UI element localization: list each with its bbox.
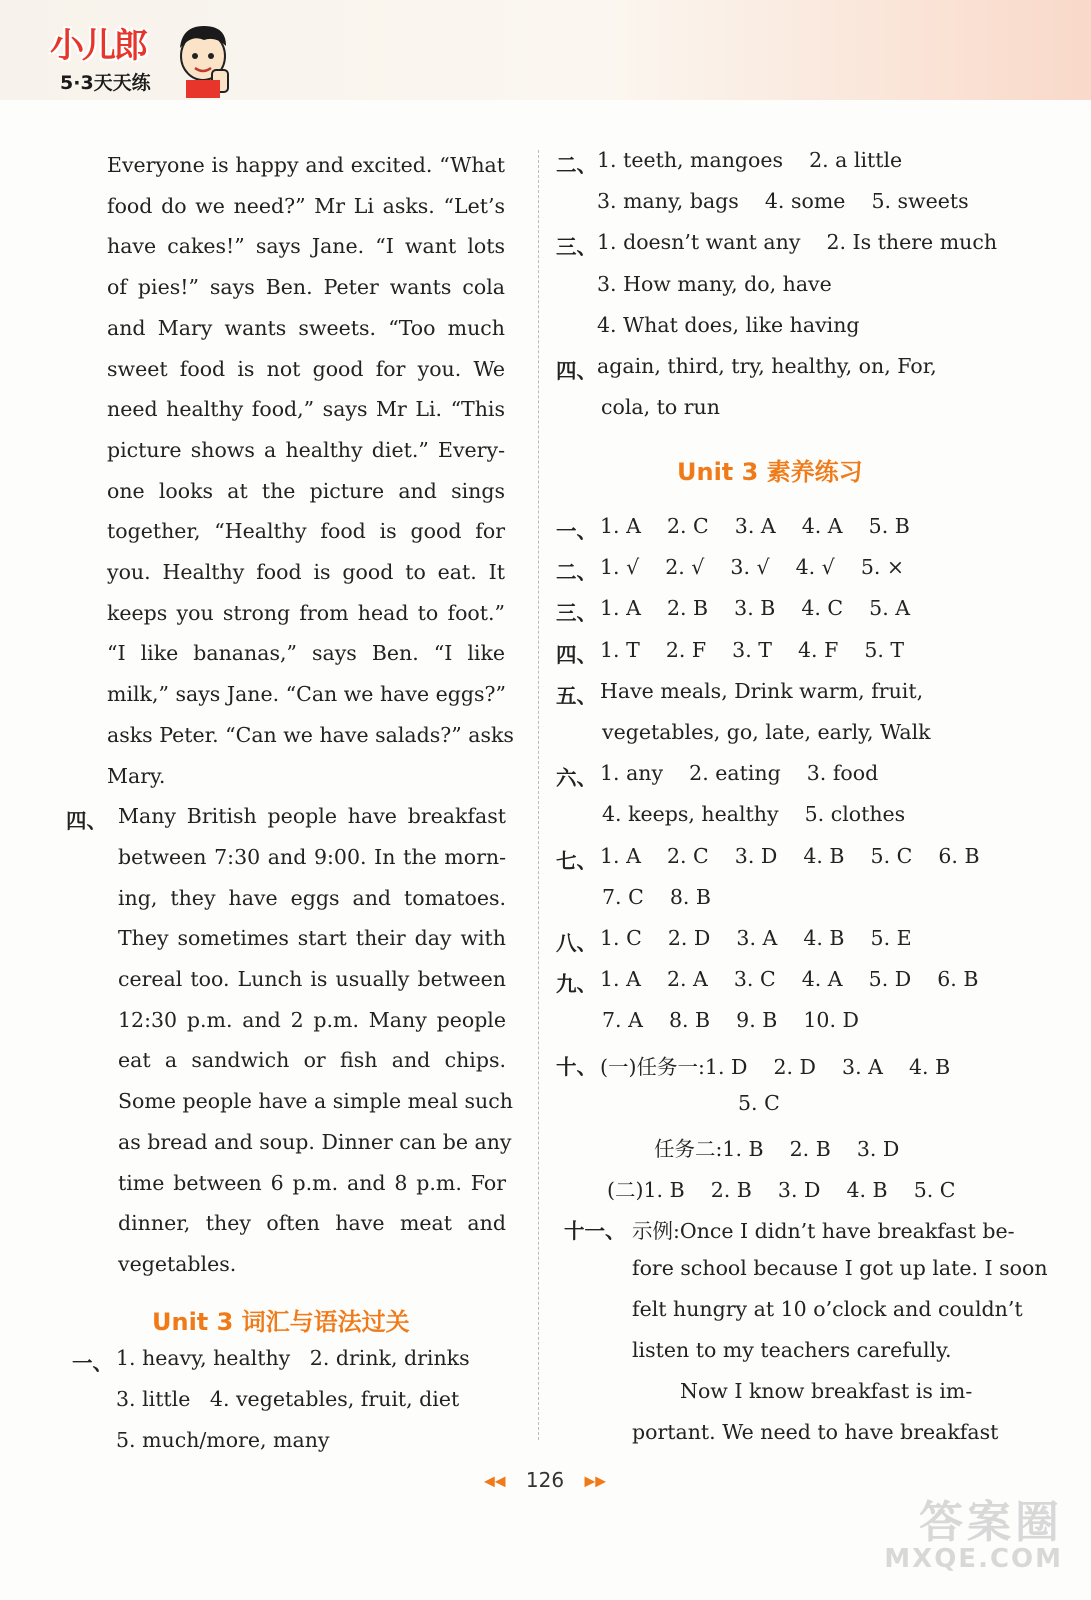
answer-text: 1. √ 2. √ 3. √ 4. √ 5. × [600, 555, 905, 580]
answer-text: 1. A 2. C 3. A 4. A 5. B [600, 514, 910, 538]
passage-line: have cakes!” says Jane. “I want lots [107, 234, 505, 259]
section4-line: Some people have a simple meal such [118, 1089, 513, 1114]
watermark [884, 1486, 1063, 1574]
answer-label: 四、 [556, 642, 597, 667]
answer-text: cola, to run [601, 395, 720, 420]
page-number: 126 [525, 1468, 565, 1492]
answer-text: 1. A 2. B 3. B 4. C 5. A [600, 596, 911, 621]
answer-text: portant. We need to have breakfast [632, 1420, 999, 1445]
answer-text: 示例:Once I didn’t have breakfast be- [632, 1219, 1015, 1244]
brand-logo [50, 18, 240, 103]
passage-line: keeps you strong from head to foot.” [107, 600, 505, 625]
answer-text: again, third, try, healthy, on, For, [597, 354, 937, 378]
answer-text: listen to my teachers carefully. [632, 1338, 952, 1362]
answer-label: 七、 [556, 848, 597, 873]
answer-text: 1. any 2. eating 3. food [600, 761, 879, 786]
answer-text: 1. T 2. F 3. T 4. F 5. T [600, 637, 905, 662]
watermark-url: MXQE.COM [884, 1544, 1063, 1574]
unit-title-practice: Unit 3 素养练习 [677, 458, 863, 486]
answer-text: 7. C 8. B [602, 884, 711, 909]
answer-text: vegetables, go, late, early, Walk [602, 720, 931, 744]
passage-line: Mary. [107, 763, 166, 788]
answer-text: fore school because I got up late. I soon [632, 1255, 1048, 1280]
passage-line: Everyone is happy and excited. “What [107, 153, 505, 177]
passage-line: of pies!” says Ben. Peter wants cola [107, 275, 505, 300]
vocab-line: 3. little 4. vegetables, fruit, diet [116, 1387, 460, 1411]
section4-line: cereal too. Lunch is usually between [118, 967, 506, 991]
page-footer [470, 1468, 620, 1492]
answer-label: 五、 [556, 683, 597, 708]
section4-line: as bread and soup. Dinner can be any [118, 1129, 512, 1154]
section4-line: They sometimes start their day with [118, 926, 506, 951]
answer-text: 4. What does, like having [597, 312, 860, 337]
answer-label: 二、 [556, 153, 597, 177]
answer-text: felt hungry at 10 o’clock and couldn’t [632, 1296, 1023, 1321]
section4-line: Many British people have breakfast [118, 804, 506, 829]
passage-line: sweet food is not good for you. We [107, 356, 505, 381]
answer-label: 一、 [556, 519, 597, 543]
section4-line: ing, they have eggs and tomatoes. [118, 885, 506, 910]
answer-label: 八、 [556, 931, 597, 955]
answer-text: 4. keeps, healthy 5. clothes [602, 802, 906, 827]
section4-line: eat a sandwich or fish and chips. [118, 1048, 506, 1073]
answer-label: 十一、 [564, 1219, 626, 1244]
column-divider [538, 150, 539, 1440]
answer-label: 六、 [556, 766, 597, 791]
answer-text: Have meals, Drink warm, fruit, [600, 678, 924, 703]
next-arrows-icon: ▶▶ [584, 1473, 606, 1490]
passage-line: need healthy food,” says Mr Li. “This [107, 397, 505, 422]
section-label: 四、 [66, 809, 107, 834]
section4-line: dinner, they often have meat and [118, 1211, 506, 1236]
answer-label: 二、 [556, 560, 597, 585]
passage-line: asks Peter. “Can we have salads?” asks [107, 722, 514, 747]
answer-text: (二)1. B 2. B 3. D 4. B 5. C [607, 1178, 956, 1203]
answer-text: Now I know breakfast is im- [680, 1379, 973, 1404]
answer-text: 任务二:1. B 2. B 3. D [654, 1137, 900, 1161]
answer-text: 1. doesn’t want any 2. Is there much [597, 230, 998, 255]
answer-label: 十、 [556, 1054, 597, 1079]
answer-text: (一)任务一:1. D 2. D 3. A 4. B [600, 1054, 951, 1079]
answer-text: 1. teeth, mangoes 2. a little [597, 148, 903, 172]
passage-line: milk,” says Jane. “Can we have eggs?” [107, 682, 506, 707]
answer-text: 5. C [738, 1090, 780, 1115]
answer-text: 1. A 2. C 3. D 4. B 5. C 6. B [600, 843, 980, 868]
section4-line: between 7:30 and 9:00. In the morn- [118, 844, 506, 869]
passage-line: and Mary wants sweets. “Too much [107, 315, 505, 340]
passage-line: one looks at the picture and sings [107, 478, 505, 503]
answer-label: 四、 [556, 359, 597, 383]
passage-line: picture shows a healthy diet.” Every- [107, 437, 505, 462]
logo-sub-text: 5·3天天练 [60, 72, 151, 94]
answer-label: 三、 [556, 601, 597, 626]
vocab-line: 5. much/more, many [116, 1428, 330, 1452]
mascot-icon [168, 18, 238, 98]
answer-text: 3. many, bags 4. some 5. sweets [597, 189, 969, 214]
watermark-text: 答案圈 [919, 1497, 1063, 1548]
answer-label: 三、 [556, 235, 597, 260]
prev-arrows-icon: ◀◀ [484, 1473, 506, 1490]
answer-text: 7. A 8. B 9. B 10. D [602, 1008, 859, 1033]
unit-title-vocab: Unit 3 词汇与语法过关 [152, 1308, 410, 1336]
section4-line: time between 6 p.m. and 8 p.m. For [118, 1170, 506, 1195]
passage-line: you. Healthy food is good to eat. It [107, 560, 505, 584]
section4-line: vegetables. [118, 1251, 237, 1276]
section4-line: 12:30 p.m. and 2 p.m. Many people [118, 1007, 506, 1032]
answer-text: 1. A 2. A 3. C 4. A 5. D 6. B [600, 967, 979, 992]
logo-main-text: 小儿郎 [50, 26, 146, 66]
answer-label: 九、 [556, 972, 597, 997]
answer-text: 1. C 2. D 3. A 4. B 5. E [600, 926, 912, 950]
vocab-line: 1. heavy, healthy 2. drink, drinks [116, 1346, 470, 1370]
passage-line: “I like bananas,” says Ben. “I like [107, 641, 505, 666]
passage-line: together, “Healthy food is good for [107, 519, 505, 544]
passage-line: food do we need?” Mr Li asks. “Let’s [107, 193, 505, 218]
answer-text: 3. How many, do, have [597, 271, 832, 296]
section-label: 一、 [72, 1351, 113, 1375]
